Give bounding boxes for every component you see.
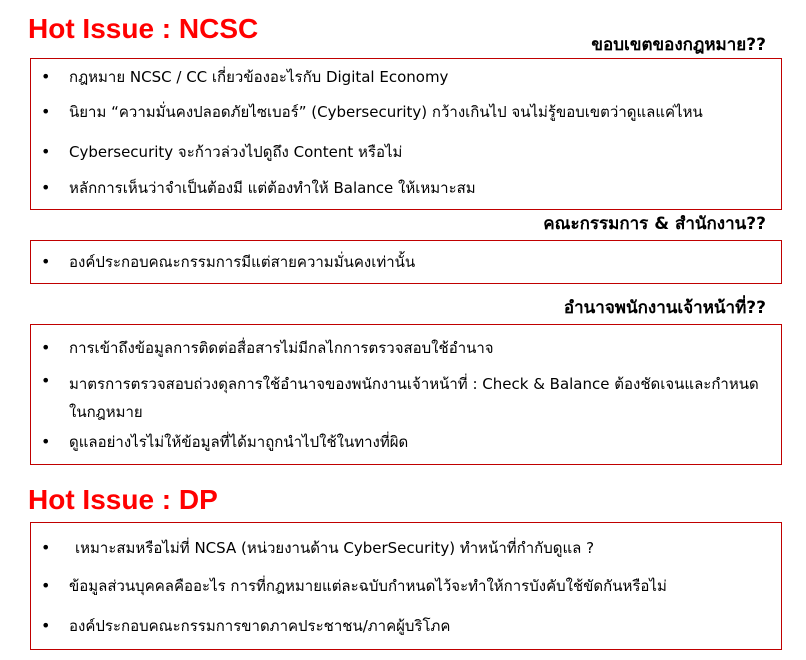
bullet-text: กฎหมาย NCSC / CC เกี่ยวข้องอะไรกับ Digital Economy: [69, 68, 449, 86]
scope-box: [30, 58, 782, 210]
bullet-icon: •: [41, 252, 51, 271]
dp-box: [30, 522, 782, 650]
bullet-text: องค์ประกอบคณะกรรมการมีแต่สายความมั่นคงเท่านั้น: [69, 253, 416, 271]
bullet-text: มาตรการตรวจสอบถ่วงดุลการใช้อำนาจของพนักงานเจ้าหน้าที่ : Check & Balance ต้องชัดเจนและกำหนดในกฎหมาย: [69, 375, 759, 421]
bullet-icon: •: [41, 538, 51, 557]
bullet-icon: •: [41, 616, 51, 635]
bullet-text: องค์ประกอบคณะกรรมการขาดภาคประชาชน/ภาคผู้บริโภค: [69, 617, 451, 635]
bullet-icon: •: [41, 142, 51, 161]
bullet-icon: •: [41, 178, 51, 197]
committee-heading: คณะกรรมการ & สำนักงาน??: [543, 214, 766, 234]
officer-power-heading: อำนาจพนักงานเจ้าหน้าที่??: [563, 298, 766, 318]
bullet-icon: •: [41, 432, 51, 451]
dp-title: Hot Issue : DP: [28, 484, 218, 515]
bullet-icon: •: [41, 67, 51, 86]
bullet-text: ดูแลอย่างไรไม่ให้ข้อมูลที่ได้มาถูกนำไปใช้ในทางที่ผิด: [69, 433, 409, 451]
bullet-text: เหมาะสมหรือไม่ที่ NCSA (หน่วยงานด้าน CyberSecurity) ทำหน้าที่กำกับดูแล ?: [75, 539, 595, 557]
officer-power-box: [30, 324, 782, 465]
bullet-text: นิยาม “ความมั่นคงปลอดภัยไซเบอร์” (Cybersecurity) กว้างเกินไป จนไม่รู้ขอบเขตว่าดูแลแค่ไหน: [69, 103, 703, 121]
committee-box: [30, 240, 782, 284]
scope-heading: ขอบเขตของกฎหมาย??: [591, 35, 766, 55]
bullet-icon: •: [41, 102, 51, 121]
bullet-icon: •: [41, 576, 51, 595]
bullet-icon: •: [41, 338, 51, 357]
bullet-text: ข้อมูลส่วนบุคคลคืออะไร การที่กฎหมายแต่ละฉบับกำหนดไว้จะทำให้การบังคับใช้ขัดกันหรือไม่: [69, 577, 667, 595]
bullet-text: หลักการเห็นว่าจำเป็นต้องมี แต่ต้องทำให้ Balance ให้เหมาะสม: [69, 179, 476, 197]
bullet-text: Cybersecurity จะก้าวล่วงไปดูถึง Content หรือไม่: [69, 143, 403, 161]
ncsc-title: Hot Issue : NCSC: [28, 13, 259, 44]
bullet-icon: •: [41, 371, 51, 390]
bullet-text: การเข้าถึงข้อมูลการติดต่อสื่อสารไม่มีกลไกการตรวจสอบใช้อำนาจ: [69, 339, 494, 357]
